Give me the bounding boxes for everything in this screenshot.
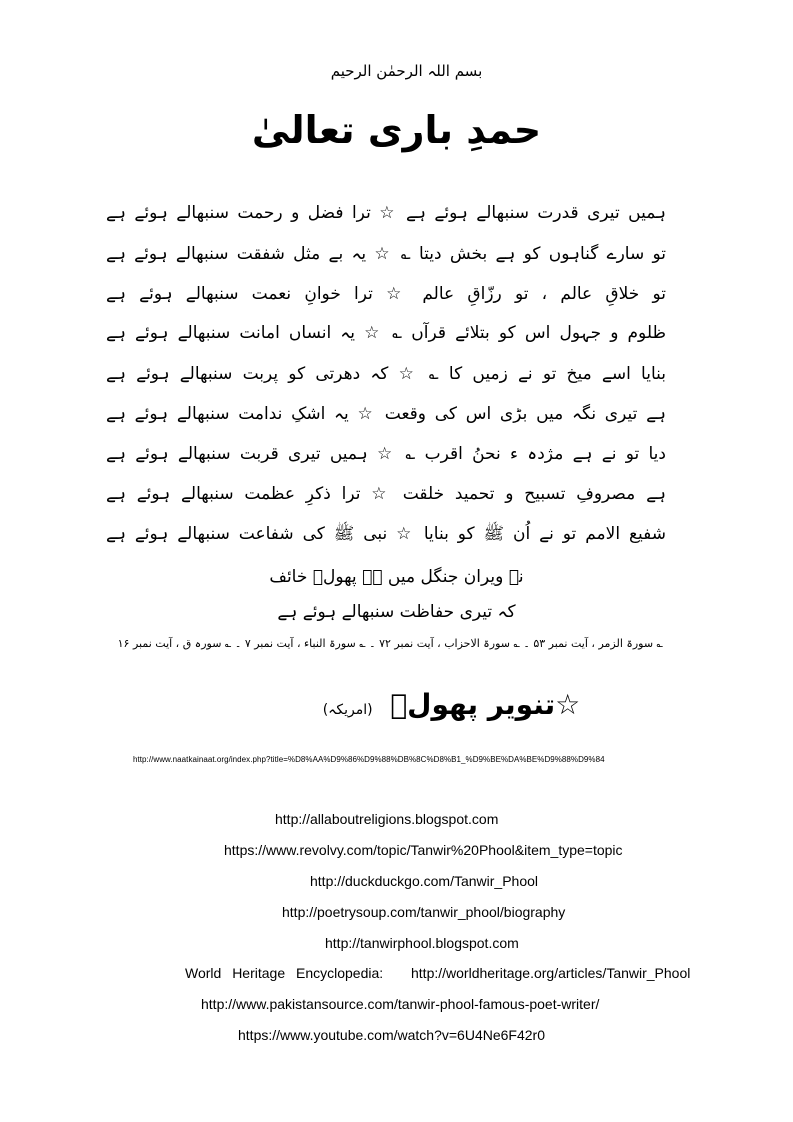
verse-line-8: ہے مصروفِ تسبیح و تحمید خلقت ☆ ترا ذکرِ عظمت سنبھالے ہوئے ہے — [106, 484, 666, 504]
poet-country: (امریکہ) — [322, 702, 373, 718]
world-heritage-label: World Heritage Encyclopedia: — [185, 965, 384, 981]
poet-signature — [0, 688, 793, 721]
verse-line-7: دیا تو نے ہے مژدہ ء نحنُ اقرب ؎ ☆ ہمیں تیری قربت سنبھالے ہوئے ہے — [106, 444, 666, 464]
verse-line-4: ظلوم و جہول اس کو بتلائے قرآں ؎ ☆ یہ انساں امانت سنبھالے ہوئے ہے — [106, 323, 666, 343]
bismillah-heading: بسم اللہ الرحمٰن الرحیم — [330, 62, 483, 80]
link-poetrysoup[interactable]: http://poetrysoup.com/tanwir_phool/biography — [282, 904, 566, 920]
source-url[interactable]: http://www.naatkainaat.org/index.php?title=%D8%AA%D9%86%D9%88%DB%8C%D8%B1_%D9%BE%DA%BE%D9%88%D9%84 — [133, 755, 605, 764]
verse-line-5: بنایا اسے میخ تو نے زمیں کا ؎ ☆ کہ دھرتی کو پربت سنبھالے ہوئے ہے — [106, 364, 666, 384]
footnotes: ؎ سورۃ الزمر ، آیت نمبر ۵۳ ۔ ؎ سورۃ الاحزاب ، آیت نمبر ۷۲ ۔ ؎ سورۃ النباء ، آیت نمبر ۷ ۔ ؎ سورہ ق ، آیت نمبر ۱۶ — [117, 637, 663, 650]
link-youtube[interactable]: https://www.youtube.com/watch?v=6U4Ne6F42r0 — [238, 1027, 545, 1043]
verse-line-3: تو خلاقِ عالم ، تو رزّاقِ عالم ☆ ترا خوانِ نعمت سنبھالے ہوئے ہے — [106, 284, 666, 304]
world-heritage-row — [185, 965, 707, 981]
verse-line-6: ہے تیری نگہ میں بڑی اس کی وقعت ☆ یہ اشکِ ندامت سنبھالے ہوئے ہے — [106, 404, 666, 424]
poem-title: حمدِ باری تعالیٰ — [251, 108, 542, 152]
link-blogspot[interactable]: http://tanwirphool.blogspot.com — [325, 935, 519, 951]
closing-line-2: کہ تیری حفاظت سنبھالے ہوئے ہے — [277, 602, 516, 622]
link-world-heritage[interactable]: http://worldheritage.org/articles/Tanwir_Phool — [411, 965, 691, 981]
closing-line-1: نہ ویران جنگل میں ہے پھولؔ خائف — [269, 567, 524, 587]
link-pakistansource[interactable]: http://www.pakistansource.com/tanwir-phool-famous-poet-writer/ — [201, 996, 600, 1012]
verse-line-9: شفیع الامم تو نے اُن ﷺ کو بنایا ☆ نبی ﷺ کی شفاعت سنبھالے ہوئے ہے — [106, 524, 666, 544]
link-duckduckgo[interactable]: http://duckduckgo.com/Tanwir_Phool — [310, 873, 539, 889]
verse-line-2: تو سارے گناہوں کو ہے بخش دیتا ؎ ☆ یہ بے مثل شفقت سنبھالے ہوئے ہے — [106, 244, 666, 264]
link-revolvy[interactable]: https://www.revolvy.com/topic/Tanwir%20Phool&item_type=topic — [224, 842, 623, 858]
verse-line-1: ہمیں تیری قدرت سنبھالے ہوئے ہے ☆ ترا فضل و رحمت سنبھالے ہوئے ہے — [106, 203, 666, 223]
poet-name: ☆تنویر پھولؔ — [390, 688, 581, 721]
link-allaboutreligions[interactable]: http://allaboutreligions.blogspot.com — [275, 811, 499, 827]
